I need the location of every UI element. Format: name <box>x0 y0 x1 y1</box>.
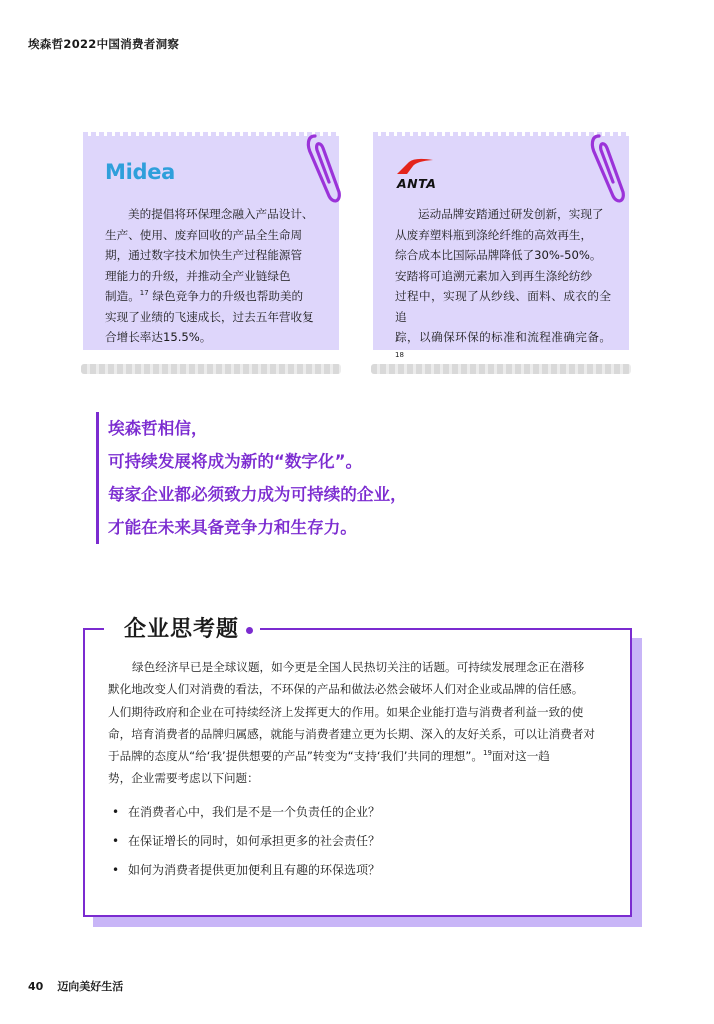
anta-case-text: 运动品牌安踏通过研发创新，实现了 从废弃塑料瓶到涤纶纤维的高效再生， 综合成本比国际品牌降低了30%-50%。 安踏将可追溯元素加入到再生涤纶纺纱 过程中，实现了从纱线、面料、成衣的全追 踪，以确保环保的标准和流程准确完备。$^{18}$ <box>395 207 611 359</box>
footnote-ref: 17 <box>139 289 149 298</box>
page-number: 40 <box>28 980 44 993</box>
footnote-ref: 19 <box>483 749 492 758</box>
anta-swoosh-icon <box>395 156 435 176</box>
list-item: • 如何为消费者提供更加便利且有趣的环保选项？ <box>112 863 381 877</box>
footnote-ref: 18 <box>395 350 404 359</box>
title-dot <box>246 627 253 634</box>
page-footer <box>28 978 123 994</box>
paperclip-icon <box>303 130 343 210</box>
list-item: • 在消费者心中，我们是不是一个负责任的企业？ <box>112 805 381 819</box>
anta-logo: ANTA <box>395 156 459 194</box>
list-item: • 在保证增长的同时，如何承担更多的社会责任？ <box>112 834 381 848</box>
midea-logo: Midea <box>105 160 176 184</box>
pull-quote: 埃森哲相信， 可持续发展将成为新的“数字化”。 每家企业都必须致力成为可持续的企业， 才能在未来具备竞争力和生存力。 <box>96 412 407 544</box>
card-shadow <box>81 364 341 374</box>
midea-case-text: 美的提倡将环保理念融入产品设计、 生产、使用、废弃回收的产品全生命周 期，通过数字技术加快生产过程能源管 理能力的升级，并推动全产业链绿色 制造。$^{17}$ 绿色竞争力的升级也帮助美的 实现了业绩的飞速成长，过去五年营收复 合增长率达15.5%。 <box>105 207 314 344</box>
questions-title: 企业思考题 <box>124 617 240 642</box>
section-title: 迈向美好生活 <box>57 980 124 993</box>
page-header: 埃森哲2022中国消费者洞察 <box>28 37 180 51</box>
questions-paragraph: 绿色经济早已是全球议题，如今更是全国人民热切关注的话题。可持续发展理念正在潜移 默化地改变人们对消费的看法，不环保的产品和做法必然会破坏人们对企业或品牌的信任感。 人们期待政府和企业在可持续经济上发挥更大的作用。如果企业能打造与消费者利益一致的使 命，培育消费者的品牌归属感，就能与消费者建立更为长期、深入的友好关系，可以让消费者对 于品牌的态度从“给‘我’提供想要的产品”转变为“支持‘我们’共同的理想”。$^{19}$面对这一趋 势，企业需要考虑以下问题： <box>108 660 595 786</box>
paperclip-icon <box>587 130 627 210</box>
anta-case-card <box>373 136 629 359</box>
questions-list <box>112 798 380 885</box>
midea-case-card <box>83 136 339 350</box>
